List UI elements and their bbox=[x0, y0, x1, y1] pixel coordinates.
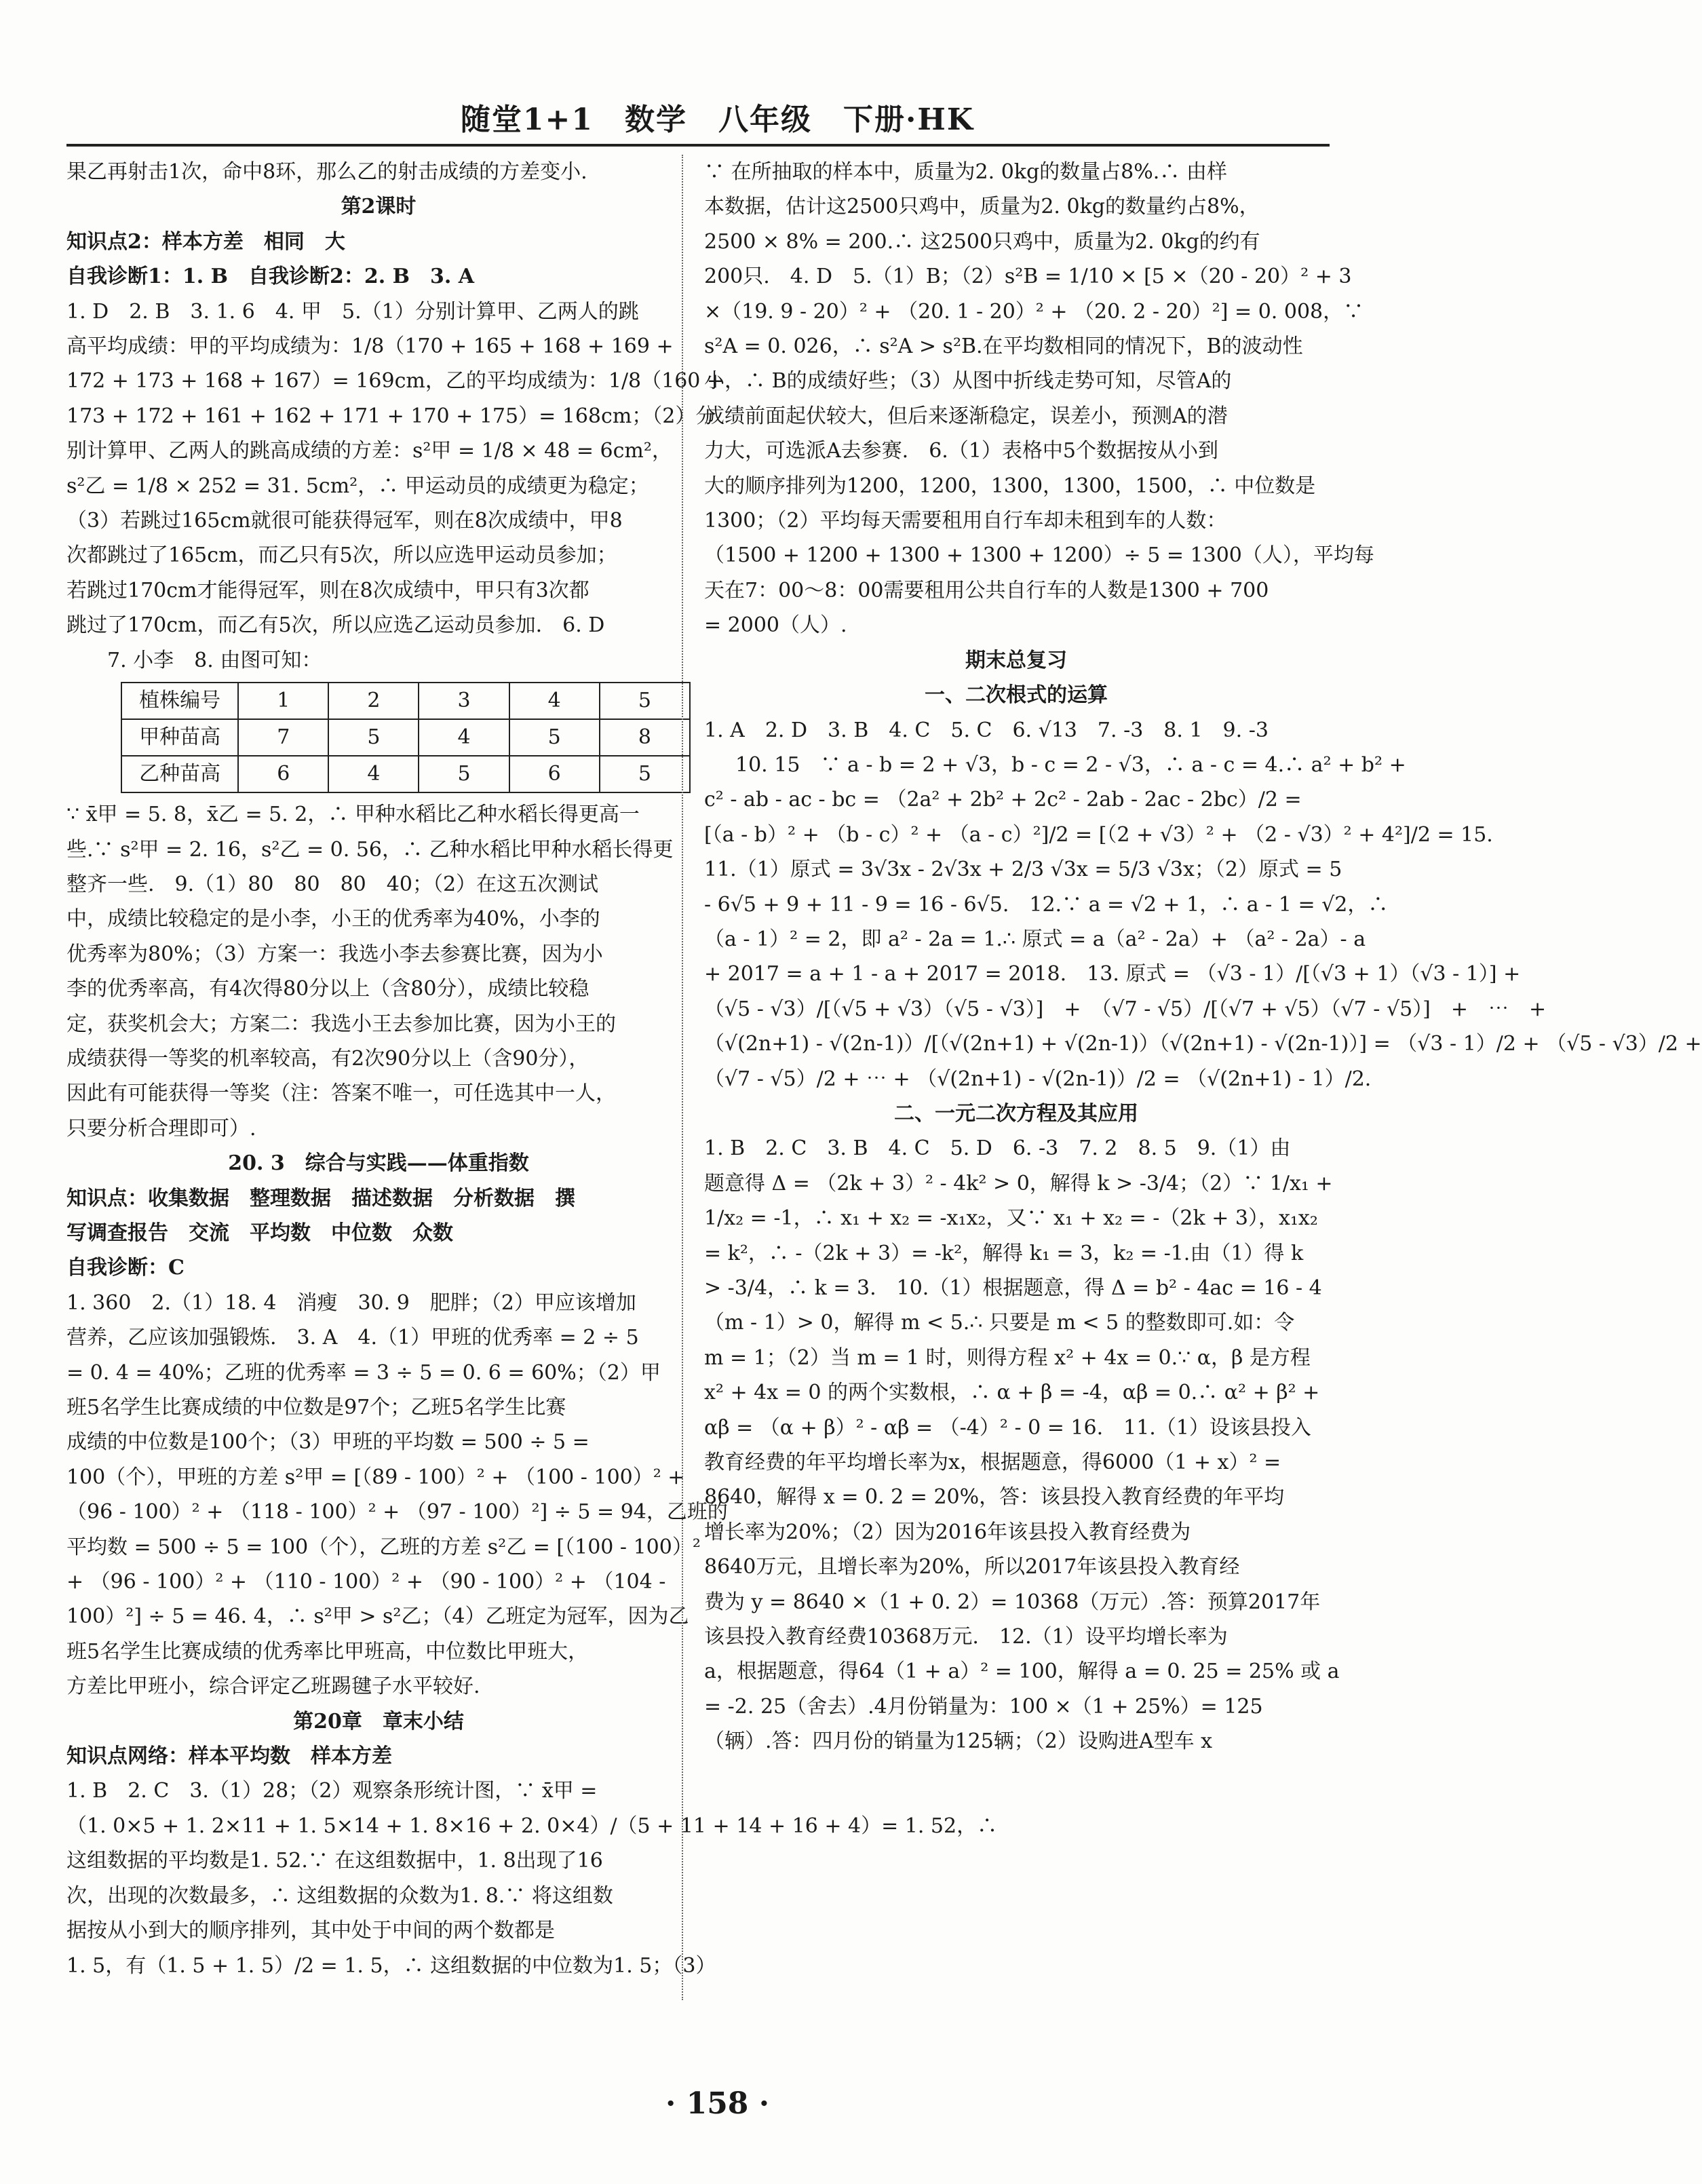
text-line: 10. 15 ∵ a - b = 2 + √3，b - c = 2 - √3，∴ a - c = 4.∴ a² + b² + bbox=[735, 752, 1406, 777]
text-line: 8640万元，且增长率为20%，所以2017年该县投入教育经 bbox=[704, 1555, 1240, 1579]
table-cell: 6 bbox=[509, 756, 600, 792]
text-line: 1. 360 2.（1）18. 4 消瘦 30. 9 肥胖；（2）甲应该增加 bbox=[66, 1290, 636, 1315]
text-line: （辆）.答：四月份的销量为125辆；（2）设购进A型车 x bbox=[704, 1729, 1213, 1754]
text-line: 增长率为20%；（2）因为2016年该县投入教育经费为 bbox=[704, 1520, 1191, 1544]
text-line: 1. B 2. C 3. B 4. C 5. D 6. -3 7. 2 8. 5 9.（1）由 bbox=[704, 1136, 1291, 1161]
table-row bbox=[121, 683, 690, 719]
table-row bbox=[121, 719, 690, 756]
text-line: 自我诊断1：1. B 自我诊断2：2. B 3. A bbox=[66, 265, 475, 289]
text-line: 7. 小李 8. 由图可知： bbox=[107, 648, 322, 672]
text-line: = -2. 25（舍去）.4月份销量为：100 ×（1 + 25%）= 125 bbox=[704, 1694, 1263, 1719]
table-cell: 乙种苗高 bbox=[121, 756, 238, 792]
text-line: a，根据题意，得64（1 + a）² = 100，解得 a = 0. 25 = 25% 或 a bbox=[704, 1660, 1340, 1684]
text-line: 据按从小到大的顺序排列，其中处于中间的两个数都是 bbox=[66, 1919, 555, 1943]
text-line: 成绩的中位数是100个；（3）甲班的平均数 = 500 ÷ 5 = bbox=[66, 1430, 589, 1455]
text-line: 1. D 2. B 3. 1. 6 4. 甲 5.（1）分别计算甲、乙两人的跳 bbox=[66, 299, 639, 324]
text-line: 成绩获得一等奖的机率较高，有2次90分以上（含90分）， bbox=[66, 1046, 589, 1071]
text-line: = 2000（人）. bbox=[704, 613, 847, 638]
text-line: 1. B 2. C 3.（1）28；（2）观察条形统计图，∵ x̄甲 = bbox=[66, 1779, 598, 1803]
text-line: 成绩前面起伏较大，但后来逐渐稳定，误差小，预测A的潜 bbox=[704, 404, 1228, 428]
text-line: = 0. 4 = 40%；乙班的优秀率 = 3 ÷ 5 = 0. 6 = 60%；（2）甲 bbox=[66, 1360, 661, 1385]
text-line: （√(2n+1) - √(2n-1)）/[（√(2n+1) + √(2n-1)）（√(2n+1) - √(2n-1)）] = （√3 - 1）/2 + （√5 - √3）/2 + bbox=[704, 1032, 1702, 1056]
text-line: 20. 3 综合与实践——体重指数 bbox=[228, 1151, 529, 1176]
text-line: 力大，可选派A去参赛. 6.（1）表格中5个数据按从小到 bbox=[704, 439, 1218, 463]
text-line: ∵ x̄甲 = 5. 8，x̄乙 = 5. 2，∴ 甲种水稻比乙种水稻长得更高一 bbox=[66, 803, 640, 827]
text-line: s²A = 0. 026，∴ s²A > s²B.在平均数相同的情况下，B的波动性 bbox=[704, 334, 1303, 359]
text-line: 知识点2：样本方差 相同 大 bbox=[66, 229, 345, 254]
text-line: m = 1；（2）当 m = 1 时，则得方程 x² + 4x = 0.∵ α，β 是方程 bbox=[704, 1345, 1311, 1370]
text-line: （1500 + 1200 + 1300 + 1300 + 1200）÷ 5 = 1300（人），平均每 bbox=[704, 543, 1374, 568]
text-line: 本数据，估计这2500只鸡中，质量为2. 0kg的数量约占8%， bbox=[704, 195, 1260, 219]
text-line: （a - 1）² = 2，即 a² - 2a = 1.∴ 原式 = a（a² - 2a）+ （a² - 2a）- a bbox=[704, 927, 1366, 951]
text-line: = k²，∴ -（2k + 3）= -k²，解得 k₁ = 3，k₂ = -1.由（1）得 k bbox=[704, 1241, 1304, 1265]
text-line: 期末总复习 bbox=[965, 648, 1067, 672]
text-line: 1. 5，有（1. 5 + 1. 5）/2 = 1. 5，∴ 这组数据的中位数为1. 5；（3） bbox=[66, 1953, 716, 1978]
table-cell: 4 bbox=[509, 683, 600, 719]
text-line: 知识点网络：样本平均数 样本方差 bbox=[66, 1744, 392, 1769]
right-column bbox=[704, 155, 1702, 1759]
table-cell: 5 bbox=[328, 719, 419, 756]
text-line: 次，出现的次数最多，∴ 这组数据的众数为1. 8.∵ 将这组数 bbox=[66, 1883, 613, 1908]
text-line: 班5名学生比赛成绩的优秀率比甲班高，中位数比甲班大， bbox=[66, 1639, 589, 1664]
text-line: 平均数 = 500 ÷ 5 = 100（个），乙班的方差 s²乙 = [（100 - 100）² bbox=[66, 1535, 701, 1559]
text-line: 写调查报告 交流 平均数 中位数 众数 bbox=[66, 1221, 453, 1245]
text-line: 只要分析合理即可）. bbox=[66, 1116, 256, 1141]
text-line: 跳过了170cm，而乙有5次，所以应选乙运动员参加. 6. D bbox=[66, 613, 605, 638]
text-line: - 6√5 + 9 + 11 - 9 = 16 - 6√5. 12.∵ a = √2 + 1，∴ a - 1 = √2，∴ bbox=[704, 892, 1389, 917]
text-line: 知识点：收集数据 整理数据 描述数据 分析数据 撰 bbox=[66, 1186, 575, 1210]
text-line: （96 - 100）² + （118 - 100）² + （97 - 100）²] ÷ 5 = 94，乙班的 bbox=[66, 1500, 728, 1525]
text-line: 因此有可能获得一等奖（注：答案不唯一，可任选其中一人， bbox=[66, 1081, 616, 1106]
text-line: （3）若跳过165cm就很可能获得冠军，则在8次成绩中，甲8 bbox=[66, 509, 623, 533]
text-line: s²乙 = 1/8 × 252 = 31. 5cm²，∴ 甲运动员的成绩更为稳定； bbox=[66, 474, 649, 498]
text-line: 该县投入教育经费10368万元. 12.（1）设平均增长率为 bbox=[704, 1625, 1228, 1649]
table-cell: 7 bbox=[238, 719, 328, 756]
text-line: + 2017 = a + 1 - a + 2017 = 2018. 13. 原式 = （√3 - 1）/[（√3 + 1）（√3 - 1）] + bbox=[704, 962, 1521, 986]
text-line: （1. 0×5 + 1. 2×11 + 1. 5×14 + 1. 8×16 + 2. 0×4）/（5 + 11 + 14 + 16 + 4）= 1. 52，∴ bbox=[66, 1814, 998, 1838]
text-line: 200只. 4. D 5.（1）B；（2）s²B = 1/10 × [5 ×（20 - 20）² + 3 bbox=[704, 265, 1352, 289]
page-number: · 158 · bbox=[665, 2086, 770, 2121]
text-line: 营养，乙应该加强锻炼. 3. A 4.（1）甲班的优秀率 = 2 ÷ 5 bbox=[66, 1326, 639, 1350]
text-line: （m - 1）> 0，解得 m < 5.∴ 只要是 m < 5 的整数即可.如：令 bbox=[704, 1311, 1295, 1335]
text-line: 李的优秀率高，有4次得80分以上（含80分），成绩比较稳 bbox=[66, 977, 589, 1001]
text-line: 小，∴ B的成绩好些；（3）从图中折线走势可知，尽管A的 bbox=[704, 369, 1232, 394]
table-cell: 植株编号 bbox=[121, 683, 238, 719]
text-line: 高平均成绩：甲的平均成绩为：1/8（170 + 165 + 168 + 169 + bbox=[66, 334, 674, 359]
text-line: 题意得 Δ = （2k + 3）² - 4k² > 0，解得 k > -3/4；（2）∵ 1/x₁ + bbox=[704, 1171, 1333, 1195]
text-line: 天在7：00～8：00需要租用公共自行车的人数是1300 + 700 bbox=[704, 578, 1269, 602]
right-lines bbox=[704, 155, 1702, 1759]
table-cell: 甲种苗高 bbox=[121, 719, 238, 756]
table-cell: 3 bbox=[419, 683, 509, 719]
text-line: 方差比甲班小，综合评定乙班踢毽子水平较好. bbox=[66, 1674, 480, 1699]
text-line: 别计算甲、乙两人的跳高成绩的方差：s²甲 = 1/8 × 48 = 6cm²， bbox=[66, 439, 672, 463]
text-line: ∵ 在所抽取的样本中，质量为2. 0kg的数量占8%.∴ 由样 bbox=[704, 160, 1227, 184]
text-line: [（a - b）² + （b - c）² + （a - c）²]/2 = [（2 + √3）² + （2 - √3）² + 4²]/2 = 15. bbox=[704, 822, 1493, 847]
table-cell: 1 bbox=[238, 683, 328, 719]
seedling-height-table bbox=[121, 682, 691, 793]
text-line: 大的顺序排列为1200，1200，1300，1300，1500，∴ 中位数是 bbox=[704, 474, 1316, 498]
text-line: c² - ab - ac - bc = （2a² + 2b² + 2c² - 2ab - 2ac - 2bc）/2 = bbox=[704, 788, 1302, 812]
table-cell: 5 bbox=[600, 683, 690, 719]
left-lines bbox=[66, 155, 724, 678]
table-cell: 4 bbox=[328, 756, 419, 792]
text-line: 优秀率为80%；（3）方案一：我选小李去参赛比赛，因为小 bbox=[66, 942, 603, 966]
text-line: 1/x₂ = -1，∴ x₁ + x₂ = -x₁x₂，又∵ x₁ + x₂ = -（2k + 3），x₁x₂ bbox=[704, 1206, 1318, 1231]
text-line: 中，成绩比较稳定的是小李，小王的优秀率为40%，小李的 bbox=[66, 907, 600, 932]
text-line: 第2课时 bbox=[341, 195, 417, 219]
table-cell: 5 bbox=[600, 756, 690, 792]
text-line: 果乙再射击1次，命中8环，那么乙的射击成绩的方差变小. bbox=[66, 160, 587, 184]
text-line: 二、一元二次方程及其应用 bbox=[894, 1101, 1138, 1126]
text-line: 些.∵ s²甲 = 2. 16，s²乙 = 0. 56，∴ 乙种水稻比甲种水稻长得更 bbox=[66, 837, 674, 862]
text-line: x² + 4x = 0 的两个实数根，∴ α + β = -4，αβ = 0.∴ α² + β² + bbox=[704, 1381, 1320, 1405]
text-line: 11.（1）原式 = 3√3x - 2√3x + 2/3 √3x = 5/3 √3x；（2）原式 = 5 bbox=[704, 858, 1342, 882]
text-line: 172 + 173 + 168 + 167）= 169cm，乙的平均成绩为：1/8（160 + bbox=[66, 369, 724, 394]
text-line: 173 + 172 + 161 + 162 + 171 + 170 + 175）= 168cm；（2）分 bbox=[66, 404, 716, 428]
text-line: αβ = （α + β）² - αβ = （-4）² - 0 = 16. 11.（1）设该县投入 bbox=[704, 1415, 1311, 1440]
text-line: 8640，解得 x = 0. 2 = 20%，答：该县投入教育经费的年平均 bbox=[704, 1485, 1285, 1510]
header-rule bbox=[66, 144, 1330, 147]
column-divider bbox=[682, 155, 683, 2000]
text-line: 定，获奖机会大；方案二：我选小王去参加比赛，因为小王的 bbox=[66, 1012, 616, 1036]
table-cell: 4 bbox=[419, 719, 509, 756]
text-line: 100（个），甲班的方差 s²甲 = [（89 - 100）² + （100 - 100）² + bbox=[66, 1465, 685, 1489]
text-line: 整齐一些. 9.（1）80 80 80 40；（2）在这五次测试 bbox=[66, 872, 599, 896]
text-line: （√7 - √5）/2 + ⋯ + （√(2n+1) - √(2n-1)）/2 = （√(2n+1) - 1）/2. bbox=[704, 1067, 1372, 1091]
text-line: 费为 y = 8640 ×（1 + 0. 2）= 10368（万元）.答：预算2017年 bbox=[704, 1590, 1321, 1614]
text-line: 班5名学生比赛成绩的中位数是97个；乙班5名学生比赛 bbox=[66, 1396, 566, 1419]
text-line: 这组数据的平均数是1. 52.∵ 在这组数据中，1. 8出现了16 bbox=[66, 1849, 603, 1873]
text-line: > -3/4，∴ k = 3. 10.（1）根据题意，得 Δ = b² - 4ac = 16 - 4 bbox=[704, 1276, 1322, 1300]
table-cell: 5 bbox=[509, 719, 600, 756]
table-cell: 5 bbox=[419, 756, 509, 792]
text-line: 1. A 2. D 3. B 4. C 5. C 6. √13 7. -3 8. 1 9. -3 bbox=[704, 718, 1269, 742]
table-cell: 6 bbox=[238, 756, 328, 792]
text-line: ×（19. 9 - 20）² + （20. 1 - 20）² + （20. 2 - 20）²] = 0. 008，∵ bbox=[704, 299, 1364, 324]
text-line: + （96 - 100）² + （110 - 100）² + （90 - 100）² + （104 - bbox=[66, 1570, 666, 1594]
text-line: 1300；（2）平均每天需要租用自行车却未租到车的人数： bbox=[704, 509, 1227, 533]
table-cell: 2 bbox=[328, 683, 419, 719]
text-line: 100）²] ÷ 5 = 46. 4，∴ s²甲 > s²乙；（4）乙班定为冠军，因为乙 bbox=[66, 1605, 689, 1629]
table-row bbox=[121, 756, 690, 792]
text-line: 自我诊断：C bbox=[66, 1256, 185, 1280]
text-line: 若跳过170cm才能得冠军，则在8次成绩中，甲只有3次都 bbox=[66, 578, 589, 602]
text-line: 教育经费的年平均增长率为x，根据题意，得6000（1 + x）² = bbox=[704, 1451, 1281, 1475]
text-line: 2500 × 8% = 200.∴ 这2500只鸡中，质量为2. 0kg的约有 bbox=[704, 229, 1260, 254]
table-cell: 8 bbox=[600, 719, 690, 756]
page-header: 随堂1+1 数学 八年级 下册·HK bbox=[460, 102, 975, 137]
text-line: 一、二次根式的运算 bbox=[925, 683, 1108, 708]
text-line: 第20章 章末小结 bbox=[293, 1709, 464, 1733]
text-line: （√5 - √3）/[（√5 + √3）（√5 - √3）] + （√7 - √5）/[（√7 + √5）（√7 - √5）] + ⋯ + bbox=[704, 997, 1547, 1021]
text-line: 次都跳过了165cm，而乙只有5次，所以应选甲运动员参加； bbox=[66, 543, 617, 568]
